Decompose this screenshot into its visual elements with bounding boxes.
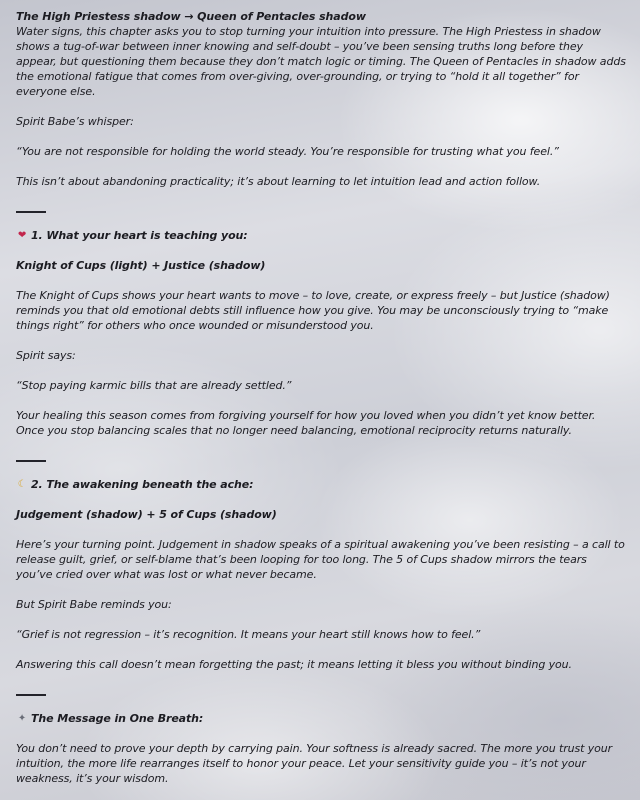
heart-icon: ❤	[17, 229, 27, 241]
section-3-heading-text: The Message in One Breath:	[31, 712, 204, 725]
intro-quote: “You are not responsible for holding the world steady. You’re responsible for trusting what you feel.”	[16, 145, 559, 158]
section-2-closing: Answering this call doesn’t mean forgetting the past; it means letting it bless you without binding you.	[16, 658, 572, 671]
section-2-cards: Judgement (shadow) + 5 of Cups (shadow)	[16, 508, 277, 521]
intro-closing: This isn’t about abandoning practicality; it’s about learning to let intuition lead and action follow.	[16, 175, 541, 188]
section-3-heading	[16, 711, 626, 726]
section-2-body: Here’s your turning point. Judgement in shadow speaks of a spiritual awakening you’ve been resisting – a call to release guilt, grief, or self-blame that’s been looping for too long. The 5 of Cups shadow mirrors the tears you’ve cried over what was lost or what never became.	[16, 538, 625, 581]
section-3-body: You don’t need to prove your depth by carrying pain. Your softness is already sacred. The more you trust your intuition, the more life rearranges itself to honor your peace. Let your sensitivity guide you – it’s not your weakness, it’s your wisdom.	[16, 742, 613, 785]
section-1-spirit-label: Spirit says:	[16, 349, 76, 362]
sparkle-icon: ✦	[17, 712, 27, 724]
intro-title: The High Priestess shadow → Queen of Pentacles shadow	[16, 10, 366, 23]
section-1-cards: Knight of Cups (light) + Justice (shadow)	[16, 259, 266, 272]
whisper-label: Spirit Babe’s whisper:	[16, 115, 134, 128]
section-2-spirit-label: But Spirit Babe reminds you:	[16, 598, 172, 611]
section-1-heading	[16, 228, 626, 243]
section-1-body: The Knight of Cups shows your heart wants to move – to love, create, or express freely – but Justice (shadow) reminds you that old emotional debts still influence how you give. You may be unconsciously trying to “make things right” for others who once wounded or misunderstood you.	[16, 289, 610, 332]
section-2-heading-text: 2. The awakening beneath the ache:	[31, 478, 254, 491]
intro-body: Water signs, this chapter asks you to stop turning your intuition into pressure. The High Priestess in shadow shows a tug-of-war between inner knowing and self-doubt – you’ve been sensing truths long before they appear, but questioning them because they don’t match logic or timing. The Queen of Pentacles in shadow adds the emotional fatigue that comes from over-giving, over-grounding, or trying to “hold it all together” for everyone else.	[16, 25, 626, 98]
section-2-heading	[16, 477, 626, 492]
section-1-heading-text: 1. What your heart is teaching you:	[31, 229, 248, 242]
section-1-quote: “Stop paying karmic bills that are already settled.”	[16, 379, 292, 392]
moon-icon: ☾	[17, 478, 27, 490]
section-2-quote: “Grief is not regression – it’s recognition. It means your heart still knows how to feel.”	[16, 628, 481, 641]
section-1-closing: Your healing this season comes from forgiving yourself for how you loved when you didn’t yet know better. Once you stop balancing scales that no longer need balancing, emotional reciprocity returns naturally.	[16, 409, 596, 437]
reading-document	[16, 9, 626, 786]
